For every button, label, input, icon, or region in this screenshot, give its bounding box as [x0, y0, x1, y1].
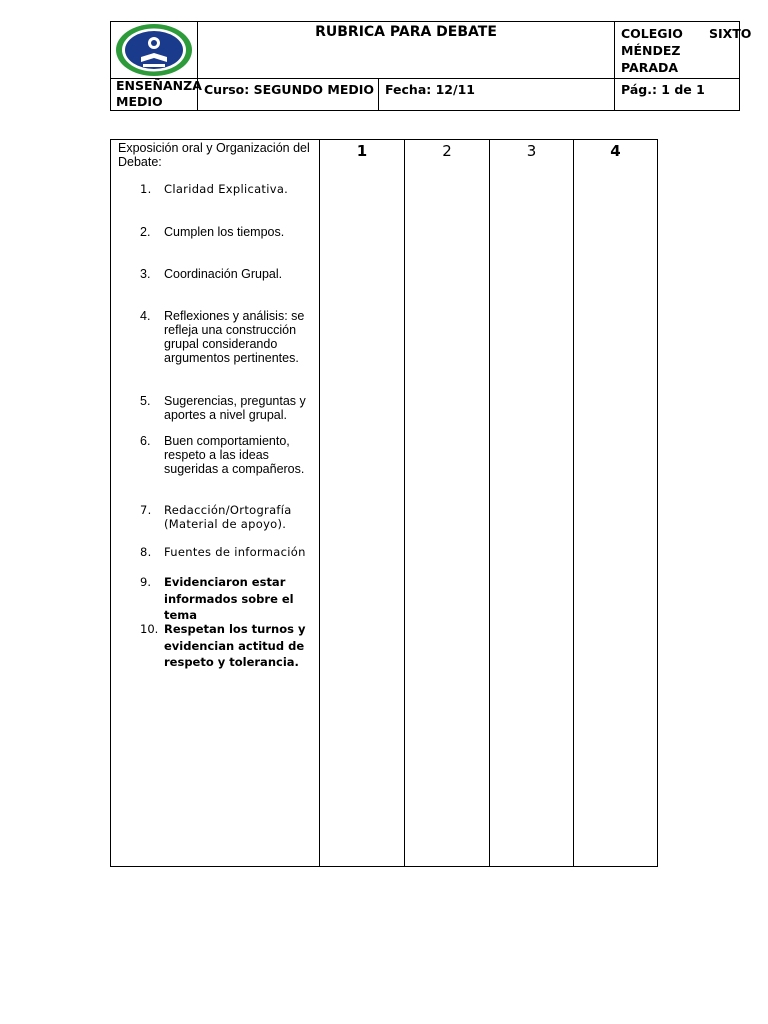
- level-column-3: [489, 139, 574, 867]
- school-cell: [614, 21, 752, 79]
- level-cell: [110, 78, 202, 111]
- logo-cell: [110, 21, 198, 79]
- rubric-table: [110, 139, 658, 867]
- date-label: Fecha: 12/11: [385, 82, 475, 97]
- school-name: COLEGIO SIXTO MÉNDEZ PARADA: [621, 26, 752, 75]
- document-title: RUBRICA PARA DEBATE: [315, 24, 497, 40]
- level-column-1: [319, 139, 405, 867]
- level-header: 2: [442, 142, 452, 160]
- criteria-intro: Exposición oral y Organización del Debate:: [118, 141, 310, 169]
- education-level: ENSEÑANZA MEDIO: [116, 78, 202, 109]
- header-table: [110, 21, 752, 111]
- page-cell: [614, 78, 740, 111]
- level-header: 3: [526, 142, 537, 160]
- title-cell: [197, 21, 615, 79]
- date-cell: [378, 78, 615, 111]
- school-logo: [111, 22, 197, 78]
- course-label: Curso: SEGUNDO MEDIO: [204, 82, 375, 97]
- level-header: 4: [610, 142, 621, 160]
- level-header: 1: [356, 142, 368, 160]
- level-column-2: [404, 139, 490, 867]
- course-cell: [197, 78, 379, 111]
- level-column-4: [573, 139, 658, 867]
- criteria-column: Exposición oral y Organización del Debate: 1. Claridad Explicativa. 2. Cumplen los tiempos. 3. Coordinación Grupal. 4. Reflexiones y análisis: se refleja una construcción grupal considerando argumentos pertinentes. 5. Sugerencias, preguntas y aportes a nivel grupal. 6. Buen comportamiento, respeto a las ideas sugeridas a compañeros. 7. Redacción/Ortografía (Material de apoyo). 8. Fuentes de información 9. Evidenciaron estar informados sobre el tema 10. Respetan los turnos y evidencian actitud de respeto y tolerancia.: [110, 139, 320, 867]
- page-number: Pág.: 1 de 1: [621, 82, 705, 97]
